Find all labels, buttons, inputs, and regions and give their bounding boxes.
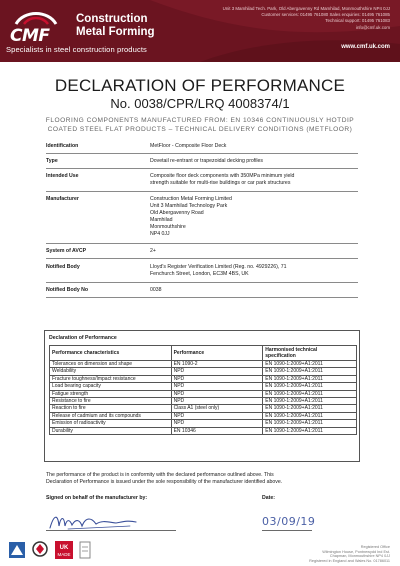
table-row — [50, 375, 357, 382]
cell-performance: NPD — [171, 383, 263, 390]
table-row — [50, 405, 357, 412]
manufacturer-line: Mamhilad — [150, 217, 173, 223]
manufacturer-line: Unit 3 Mamhilad Technology Park — [150, 203, 228, 209]
cell-performance: EN 1090-2 — [171, 361, 263, 368]
table-row — [50, 412, 357, 419]
notified-body-value — [150, 264, 360, 278]
document-subtitle — [20, 116, 380, 134]
cell-performance: NPD — [171, 368, 263, 375]
address-line: Technical support: 01495 761083 — [325, 18, 390, 24]
performance-title: Declaration of Performance — [49, 335, 117, 341]
divider — [46, 282, 358, 283]
cell-characteristic: Fatigue strength — [50, 390, 172, 397]
table-row — [50, 383, 357, 390]
cell-specification: EN 1090-1:2009+A1:2011 — [263, 383, 357, 390]
cell-specification: EN 1090-1:2009+A1:2011 — [263, 390, 357, 397]
divider — [46, 243, 358, 244]
cell-characteristic: Weldability — [50, 368, 172, 375]
cell-performance: NPD — [171, 375, 263, 382]
cell-characteristic: Release of cadmium and its compounds — [50, 412, 172, 419]
company-name-line2: Metal Forming — [76, 26, 155, 38]
address-line: Customer services: 01495 761080 Sales enquiries: 01495 761085 — [261, 12, 390, 18]
signature-line — [46, 530, 176, 531]
cell-performance: NPD — [171, 412, 263, 419]
declaration-line: Declaration of Performance is issued under the sole responsibility of the manufacturer identified above. — [46, 479, 283, 485]
notified-body-no-label: Notified Body No — [46, 287, 89, 293]
notified-body-line: Fenchurch Street, London, EC3M 4BS, UK — [150, 271, 249, 277]
manufacturer-line: NP4 0JJ — [150, 231, 170, 237]
date-label: Date: — [262, 495, 275, 501]
registered-line: Wilmington House, Pontnewydd Ind Est. — [322, 549, 390, 554]
uk-made-logo-top: UK — [59, 545, 69, 551]
cell-characteristic: Emission of radioactivity — [50, 420, 172, 427]
intended-use-label: Intended Use — [46, 173, 79, 179]
manufacturer-line: Old Abergavenny Road — [150, 210, 204, 216]
cell-characteristic: Fracture toughness/Impact resistance — [50, 375, 172, 382]
performance-table-body — [50, 361, 357, 435]
document-title: DECLARATION OF PERFORMANCE — [54, 76, 346, 95]
subtitle-line: FLOORING COMPONENTS MANUFACTURED FROM: EN 10346 CONTINUOUSLY HOTDIP — [45, 117, 355, 124]
performance-table — [49, 345, 357, 435]
declaration-statement — [46, 472, 358, 486]
avcp-label: System of AVCP — [46, 248, 87, 254]
type-label: Type — [46, 158, 58, 164]
letterhead-banner — [0, 0, 400, 62]
cell-specification: EN 1090-1:2009+A1:2011 — [263, 368, 357, 375]
performance-section — [44, 330, 360, 462]
table-row — [50, 398, 357, 405]
notified-body-no-value: 0038 — [150, 287, 162, 293]
cell-performance: NPD — [171, 420, 263, 427]
cell-characteristic: Resistance to fire — [50, 398, 172, 405]
intended-use-line: Composite floor deck components with 350MPa minimum yield — [150, 173, 295, 179]
header-spec-line: specification — [265, 353, 296, 359]
cmf-logo — [6, 6, 68, 48]
cell-performance: NPD — [171, 390, 263, 397]
intended-use-line: strength suitable for multi-rise buildings or car park structures — [150, 180, 291, 186]
divider — [46, 153, 358, 154]
cell-specification: EN 1090-1:2009+A1:2011 — [263, 361, 357, 368]
bsi-kitemark-logo-icon — [30, 540, 50, 560]
date-line — [262, 530, 312, 531]
cell-specification: EN 1090-1:2009+A1:2011 — [263, 420, 357, 427]
table-header-row — [50, 346, 357, 361]
manufacturer-address — [150, 196, 360, 238]
notified-body-label: Notified Body — [46, 264, 80, 270]
manufacturer-label: Manufacturer — [46, 196, 79, 202]
header-specification — [263, 346, 357, 361]
cell-specification: EN 1090-1:2009+A1:2011 — [263, 427, 357, 434]
table-row — [50, 361, 357, 368]
manufacturer-line: Monmouthshire — [150, 224, 186, 230]
table-row — [50, 427, 357, 434]
intended-use-value — [150, 173, 360, 187]
table-row — [50, 368, 357, 375]
cell-performance: EN 10346 — [171, 427, 263, 434]
registered-line: Registered in England and Wales No. 01786011 — [309, 558, 390, 563]
cell-characteristic: Durability — [50, 427, 172, 434]
date-value: 03/09/19 — [262, 515, 316, 528]
address-line: info@cmf.uk.com — [356, 24, 390, 30]
document-reference: No. 0038/CPR/LRQ 4008374/1 — [110, 96, 290, 111]
registered-line: Registered Office — [360, 545, 390, 549]
cell-characteristic: Tolerances on dimension and shape — [50, 361, 172, 368]
divider — [46, 168, 358, 169]
address-line: Unit 3 Mamhilad Tech. Park, Old Abergavenny Rd Mamhilad, Monmouthshire NP4 0JJ — [222, 6, 390, 11]
cell-specification: EN 1090-1:2009+A1:2011 — [263, 375, 357, 382]
cell-performance: NPD — [171, 398, 263, 405]
manufacturer-line: Construction Metal Forming Limited — [150, 196, 232, 202]
type-value: Dovetail re-entrant or trapezoidal decking profiles — [150, 158, 264, 164]
divider — [46, 191, 358, 192]
cell-specification: EN 1090-1:2009+A1:2011 — [263, 412, 357, 419]
certification-mark-icon — [78, 540, 92, 560]
table-row — [50, 420, 357, 427]
signed-label: Signed on behalf of the manufacturer by: — [46, 495, 148, 501]
logo-arc-icon — [14, 8, 58, 26]
subtitle-line: COATED STEEL FLAT PRODUCTS – TECHNICAL DELIVERY CONDITIONS (METFLOOR) — [47, 126, 353, 133]
company-address — [190, 6, 390, 31]
uk-made-logo-icon — [54, 540, 74, 560]
company-name — [76, 13, 155, 39]
header-characteristics: Performance characteristics — [50, 346, 172, 361]
uk-made-logo-bottom: MADE — [57, 552, 71, 557]
divider — [46, 297, 358, 298]
divider — [46, 258, 358, 259]
registered-line: Chapman, Monmouthshire NP4 0JJ — [329, 554, 390, 559]
cell-specification: EN 1090-1:2009+A1:2011 — [263, 405, 357, 412]
website-link[interactable]: www.cmf.uk.com — [341, 44, 390, 50]
avcp-value: 2+ — [150, 248, 156, 254]
cell-characteristic: Reaction to fire — [50, 405, 172, 412]
table-row — [50, 390, 357, 397]
notified-body-line: Lloyd's Register Verification Limited (Reg. no. 4929226), 71 — [150, 264, 287, 270]
cell-specification: EN 1090-1:2009+A1:2011 — [263, 398, 357, 405]
registered-office — [240, 545, 390, 563]
header-spec-line: Harmonised technical — [265, 347, 318, 353]
steel-construction-logo-icon — [8, 540, 26, 560]
company-tagline: Specialists in steel construction products — [6, 45, 147, 54]
header-performance: Performance — [171, 346, 263, 361]
identification-label: Identification — [46, 143, 79, 149]
declaration-line: The performance of the product is in conformity with the declared performance outlined above. This — [46, 472, 274, 478]
logo-text: CMF — [10, 26, 50, 46]
cell-characteristic: Load bearing capacity — [50, 383, 172, 390]
accreditation-logos — [8, 540, 158, 562]
identification-value: MetFloor - Composite Floor Deck — [150, 143, 227, 149]
cell-performance: Class A1 (steel only) — [171, 405, 263, 412]
company-name-line1: Construction — [76, 13, 148, 25]
